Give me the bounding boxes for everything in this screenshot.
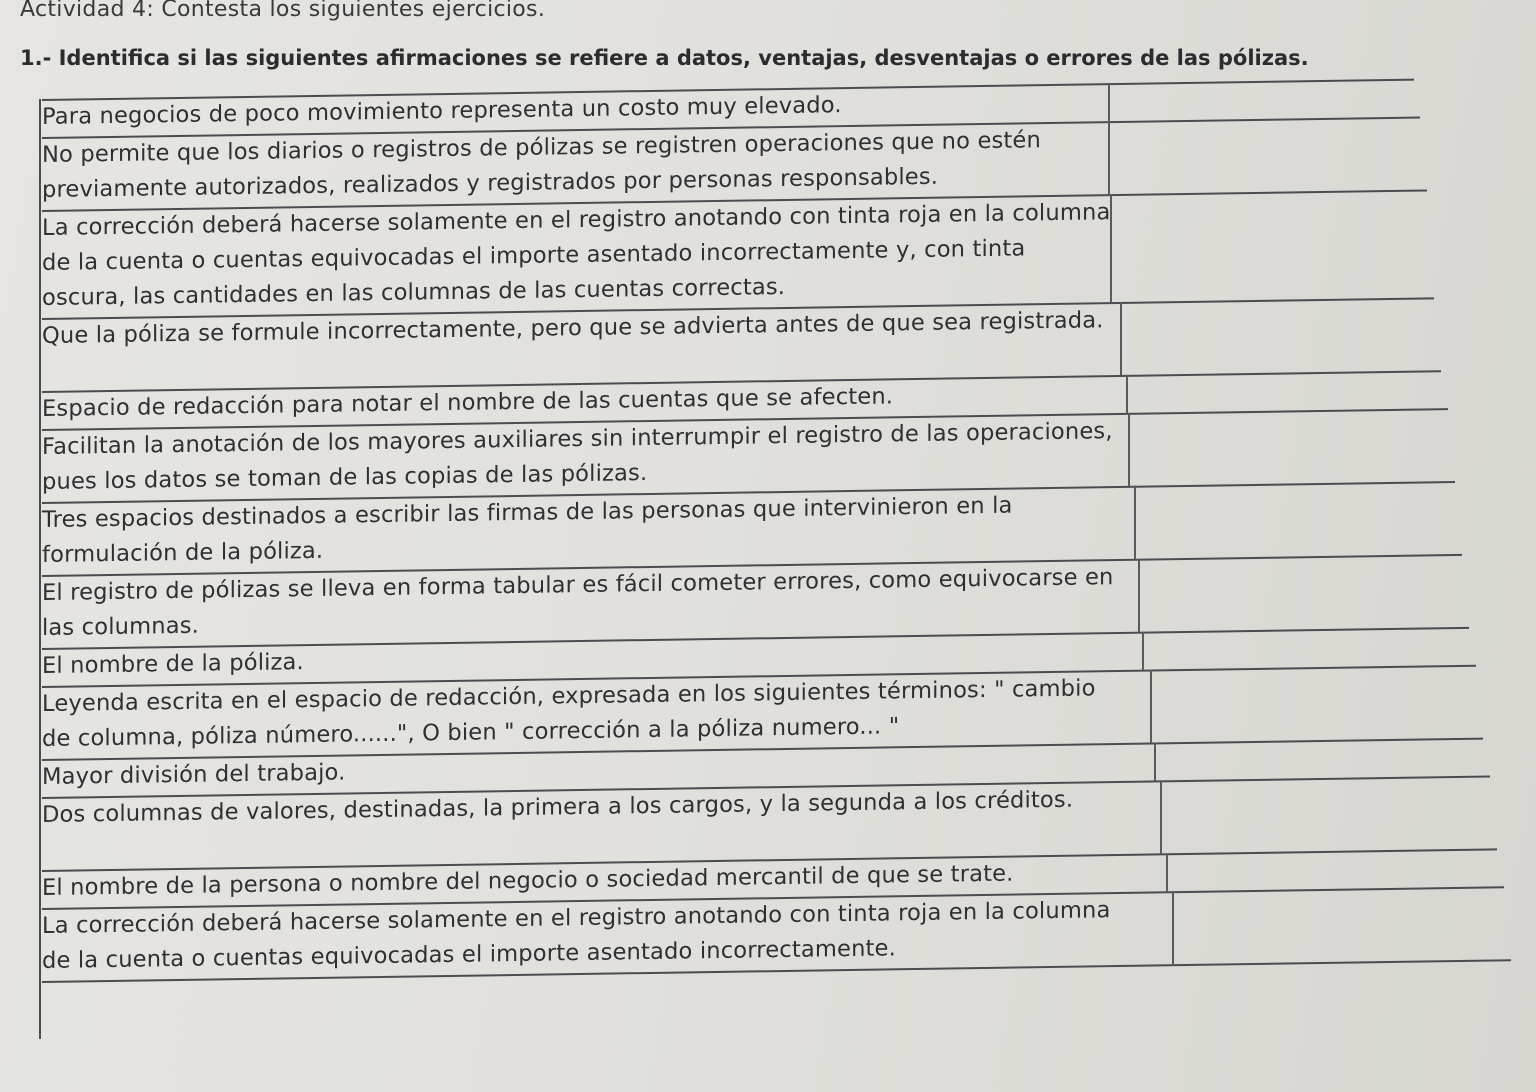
answer-cell[interactable]: [1128, 408, 1449, 486]
answer-cell[interactable]: [1126, 370, 1442, 413]
statement-text: El registro de pólizas se lleva en forma tabular es fácil cometer errores, como equivocarse en las columnas.: [42, 564, 1114, 641]
statements-table: [42, 77, 1512, 1039]
answer-cell[interactable]: [1154, 738, 1484, 781]
instruction-text: 1.- Identifica si las siguientes afirmaciones se refiere a datos, ventajas, desventajas o errores de las pólizas.: [20, 46, 1309, 70]
answer-cell[interactable]: [1134, 481, 1456, 559]
statement-text: Facilitan la anotación de los mayores auxiliares sin interrumpir el registro de las operaciones, pues los datos se toman de las copias de las pólizas.: [42, 418, 1113, 495]
statement-text: La corrección deberá hacerse solamente en el registro anotando con tinta roja en la columna de la cuenta o cuentas equivocadas el importe asentado incorrectamente.: [42, 897, 1111, 974]
statement-text: Tres espacios destinados a escribir las firmas de las personas que intervinieron en la formulación de la póliza.: [42, 492, 1013, 568]
answer-cell[interactable]: [1108, 117, 1421, 195]
statement-text: El nombre de la persona o nombre del negocio o sociedad mercantil de que se trate.: [42, 860, 1014, 901]
answer-cell[interactable]: [1110, 189, 1428, 302]
statement-text: Espacio de redacción para notar el nombre de las cuentas que se afecten.: [42, 383, 894, 422]
statement-text: El nombre de la póliza.: [42, 649, 304, 679]
activity-title: Actividad 4: Contesta los siguientes ejercicios.: [20, 0, 546, 22]
answer-cell[interactable]: [1160, 776, 1491, 854]
statement-text: No permite que los diarios o registros de pólizas se registren operaciones que no estén previamente autorizados, realizados y registrados por personas responsables.: [42, 127, 1041, 203]
answer-cell[interactable]: [1172, 886, 1505, 964]
statement-text: Mayor división del trabajo.: [42, 759, 346, 790]
answer-cell[interactable]: [1138, 554, 1463, 632]
answer-cell[interactable]: [1166, 848, 1498, 891]
statement-text: Que la póliza se formule incorrectamente, pero que se advierta antes de que sea registrada.: [42, 307, 1104, 349]
answer-cell[interactable]: [1108, 79, 1414, 122]
answer-cell[interactable]: [1142, 627, 1470, 670]
table-left-border: [39, 99, 41, 1039]
answer-cell[interactable]: [1150, 665, 1477, 743]
statement-text: Leyenda escrita en el espacio de redacción, expresada en los siguientes términos: " cambio de columna, póliza número......", O bien " corrección a la póliza numero... ": [42, 675, 1096, 752]
answer-cell[interactable]: [1120, 297, 1435, 375]
statement-text: Dos columnas de valores, destinadas, la primera a los cargos, y la segunda a los créditos.: [42, 786, 1074, 828]
statement-text: Para negocios de poco movimiento representa un costo muy elevado.: [42, 92, 842, 130]
statement-text: La corrección deberá hacerse solamente en el registro anotando con tinta roja en la columna de la cuenta o cuentas equivocadas el importe asentado incorrectamente y, con tinta oscura, las cantidades en las columnas de las cuentas correctas.: [42, 199, 1111, 311]
